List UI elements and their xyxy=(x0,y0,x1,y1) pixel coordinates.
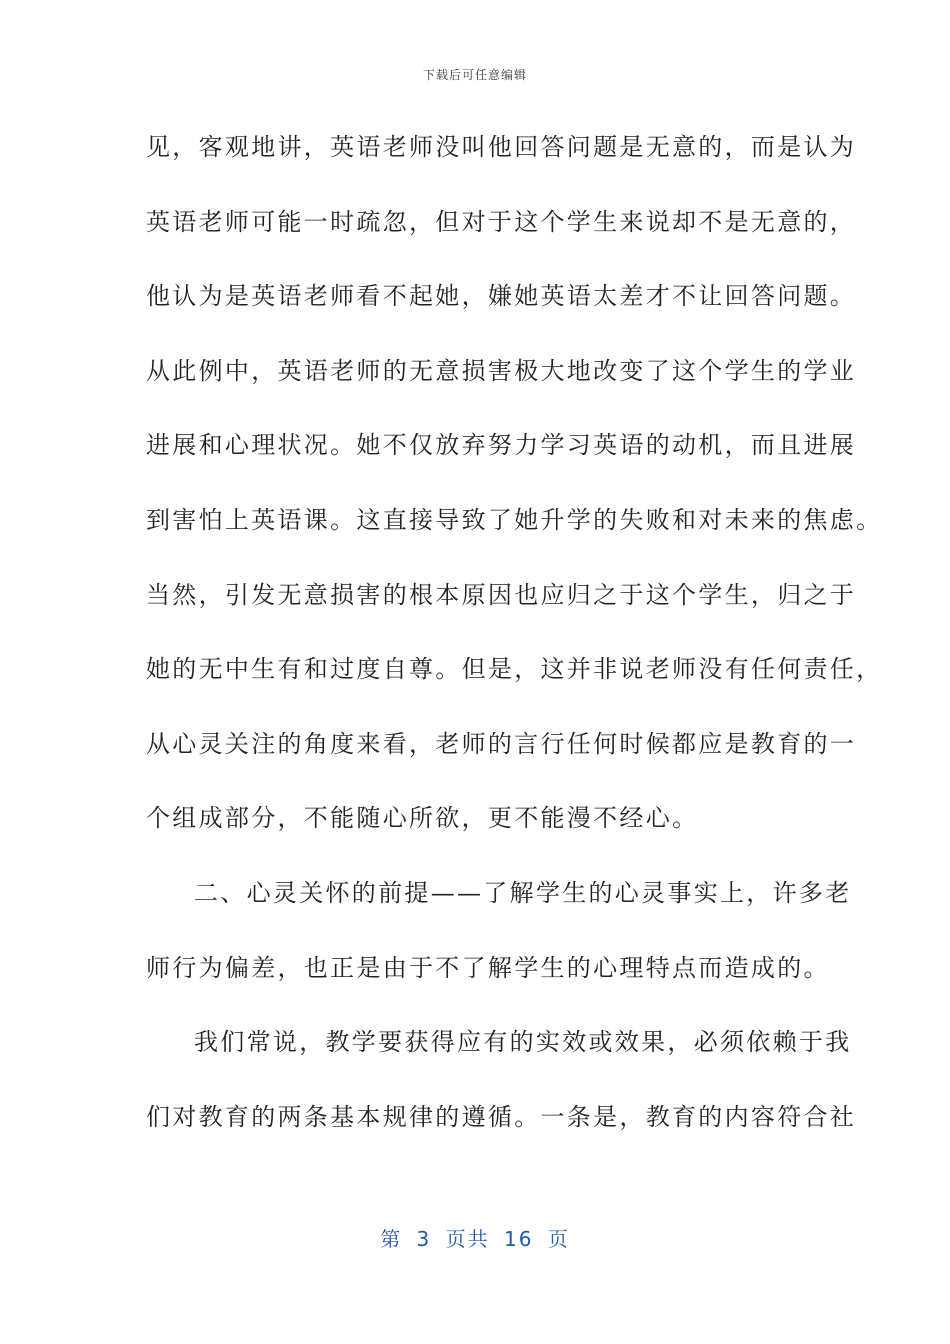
text-line: 她的无中生有和过度自尊。但是，这并非说老师没有任何责任， xyxy=(146,655,883,684)
text-line: 从心灵关注的角度来看，老师的言行任何时候都应是教育的一 xyxy=(146,729,857,758)
section-heading-line: 二、心灵关怀的前提——了解学生的心灵事实上，许多老 xyxy=(194,878,852,907)
text-line: 他认为是英语老师看不起她，嫌她英语太差才不让回答问题。 xyxy=(146,282,857,311)
text-line: 师行为偏差，也正是由于不了解学生的心理特点而造成的。 xyxy=(146,953,830,982)
header-note: 下载后可任意编辑 xyxy=(422,68,527,82)
page-label-mid: 页共 xyxy=(445,1227,490,1251)
text-line: 个组成部分，不能随心所欲，更不能漫不经心。 xyxy=(146,804,699,833)
total-pages-number: 16 xyxy=(504,1227,534,1251)
text-line: 们对教育的两条基本规律的遵循。一条是，教育的内容符合社 xyxy=(146,1102,857,1131)
text-line: 英语老师可能一时疏忽，但对于这个学生来说却不是无意的， xyxy=(146,207,857,236)
text-line: 到害怕上英语课。这直接导致了她升学的失败和对未来的焦虑。 xyxy=(146,505,883,534)
page-footer xyxy=(0,1223,950,1252)
text-line: 进展和心理状况。她不仅放弃努力学习英语的动机，而且进展 xyxy=(146,431,857,460)
page-label-prefix: 第 xyxy=(380,1227,403,1251)
text-line: 从此例中，英语老师的无意损害极大地改变了这个学生的学业 xyxy=(146,356,857,385)
page-label-suffix: 页 xyxy=(547,1227,570,1251)
paragraph-start-line: 我们常说，教学要获得应有的实效或效果，必须依赖于我 xyxy=(194,1028,852,1057)
body-text xyxy=(146,110,883,1154)
current-page-number: 3 xyxy=(416,1227,432,1251)
text-line: 当然，引发无意损害的根本原因也应归之于这个学生，归之于 xyxy=(146,580,857,609)
text-line: 见，客观地讲，英语老师没叫他回答问题是无意的，而是认为 xyxy=(146,133,857,161)
